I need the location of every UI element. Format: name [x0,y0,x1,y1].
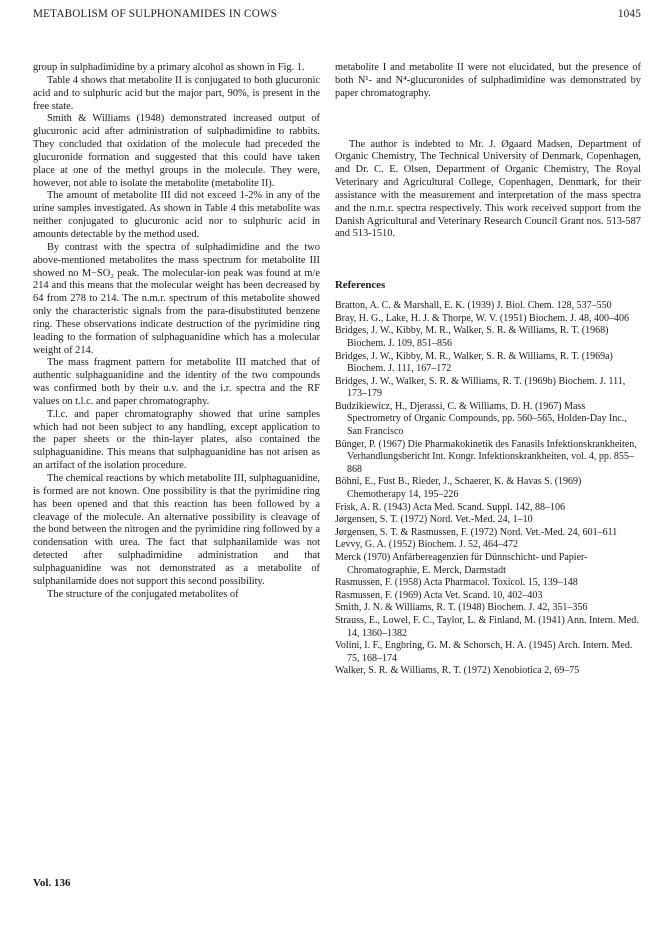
reference-item: Volini, I. F., Engbring, G. M. & Schorsch, H. A. (1945) Arch. Intern. Med. 75, 168–174 [335,640,633,664]
reference-item: Merck (1970) Anfärbereagenzien für Dünnschicht- und Papier-Chromatographie, E. Merck, Darmstadt [335,552,588,576]
volume-footer: Vol. 136 [33,877,71,889]
body-paragraph: By contrast with the spectra of sulphadimidine and the two above-mentioned metabolites the mass spectrum for metabolite III showed no M−SO₂ peak. The molecular-ion peak was found at m/e 214 and this means that the molecular weight has been decreased by 64 from 278 to 214. The n.m.r. spectrum of this metabolite showed only the characteristic signals from the para-disubstituted benzene ring. These observations indicate destruction of the pyrimidine ring leading to the formation of sulphaguanidine which has a molecular weight of 214. [33,241,320,356]
reference-item: Bridges, J. W., Kibby, M. R., Walker, S. R. & Williams, R. T. (1968) Biochem. J. 109, 851–856 [335,325,609,349]
body-paragraph: The chemical reactions by which metabolite III, sulphaguanidine, is formed are not known. One possibility is that the pyrimidine ring has been opened and that this reaction has been followed by a cleavage of the molecule. An alternative possibility is cleavage of the bond between the nitrogen and the pyrimidine ring followed by a condensation with urea. The fact that sulphanilamide was not detected after sulphadimidine administration and that sulphaguanidine was not demonstrated as a metabolite of sulphanilamide does not support this second possibility. [33,473,320,587]
reference-list [335,300,641,678]
reference-item: Bridges, J. W., Kibby, M. R., Walker, S. R. & Williams, R. T. (1969a) Biochem. J. 111, 167–172 [335,350,613,375]
right-column [335,62,641,678]
reference-item: Bridges, J. W., Walker, S. R. & Williams, R. T. (1969b) Biochem. J. 111, 173–179 [335,375,626,400]
reference-item: Walker, S. R. & Williams, R. T. (1972) Xenobiotica 2, 69–75 [335,665,580,677]
running-title: METABOLISM OF SULPHONAMIDES IN COWS [33,8,278,20]
reference-item: Jørgensen, S. T. & Rasmussen, F. (1972) Nord. Vet.-Med. 24, 601–611 [335,526,618,538]
references-heading: References [335,279,386,292]
reference-item: Strauss, E., Lowel, F. C., Taylor, L. & Finland, M. (1941) Ann. Intern. Med. 14, 1360–1382 [335,614,639,639]
body-paragraph: T.l.c. and paper chromatography showed that urine samples which had not been subject to any handling, except application to the paper sheets or the thin-layer plates, also contained the sulphaguanidine. This means that sulphaguanidine has not arisen as an artifact of the isolation procedure. [33,408,320,472]
reference-item: Jørgensen, S. T. (1972) Nord. Vet.-Med. 24, 1–10 [335,514,533,526]
reference-item: Frisk, A. R. (1943) Acta Med. Scand. Suppl. 142, 88–106 [335,501,565,513]
reference-item: Böhni, E., Fust B., Rieder, J., Schaerer, K. & Havas S. (1969) Chemotherapy 14, 195–226 [335,476,582,501]
acknowledgement: The author is indebted to Mr. J. Øgaard Madsen, Department of Organic Chemistry, The Technical University of Denmark, Copenhagen, and Dr. C. E. Olsen, Department of Organic Chemistry, The Royal Veterinary and Agricultural College, Copenhagen, Denmark, for their assistance with the measurement and interpretation of the mass spectra and the n.m.r. spectra respectively. This work received support from the Danish Agricultural and Veterinary Research Council Grant nos. 513-587 and 513-1510. [335,138,641,240]
body-paragraph: The structure of the conjugated metabolites of [47,588,239,600]
body-paragraph: metabolite I and metabolite II were not elucidated, but the presence of both N¹- and N⁴-glucuronides of sulphadimidine was demonstrated by paper chromatography. [335,62,641,99]
left-column [33,62,320,601]
reference-item: Smith, J. N. & Williams, R. T. (1948) Biochem. J. 42, 351–356 [335,602,588,614]
reference-item: Bünger, P. (1967) Die Pharmakokinetik des Fanasils Infektionskrankheiten, Verhandlungsbericht Int. Kongr. Infektionskrankheiten, vol. 4, pp. 855–868 [335,438,637,475]
body-paragraph: Smith & Williams (1948) demonstrated increased output of glucuronic acid after administration of sulphadimidine to rabbits. They concluded that oxidation of the molecule had preceded the glucuronide formation and suggested that this could have taken place at one of the methyl groups in the molecule. They were, however, not able to isolate the metabolite (metabolite II). [33,113,320,189]
page-number: 1045 [617,8,641,20]
body-paragraph: The amount of metabolite III did not exceed 1-2% in any of the urine samples investigated. As shown in Table 4 this metabolite was neither conjugated to glucuronic acid nor to sulphuric acid in amounts detectable by the method used. [33,190,320,240]
body-paragraph: group in sulphadimidine by a primary alcohol as shown in Fig. 1. [33,62,305,73]
reference-item: Budzikiewicz, H., Djerassi, C. & Williams, D. H. (1967) Mass Spectrometry of Organic Compounds, pp. 560–565, Holden-Day Inc., San Francisco [335,400,627,438]
body-paragraph: Table 4 shows that metabolite II is conjugated to both glucuronic acid and to sulphuric acid but the major part, 90%, is present in the free state. [33,74,320,112]
reference-item: Rasmussen, F. (1969) Acta Vet. Scand. 10, 402–403 [335,589,543,601]
reference-item: Bratton, A. C. & Marshall, E. K. (1939) J. Biol. Chem. 128, 537–550 [335,300,612,312]
page-header [33,8,641,24]
reference-item: Levvy, G. A. (1952) Biochem. J. 52, 464–472 [335,539,518,551]
reference-item: Bray, H. G., Lake, H. J. & Thorpe, W. V. (1951) Biochem. J. 48, 400–406 [335,312,630,324]
reference-item: Rasmussen, F. (1958) Acta Pharmacol. Toxicol. 15, 139–148 [335,577,578,589]
body-paragraph: The mass fragment pattern for metabolite III matched that of authentic sulphaguanidine and the identity of the two compounds was confirmed both by their u.v. and the i.r. spectra and the RF values on t.l.c. and paper chromatography. [33,357,320,407]
